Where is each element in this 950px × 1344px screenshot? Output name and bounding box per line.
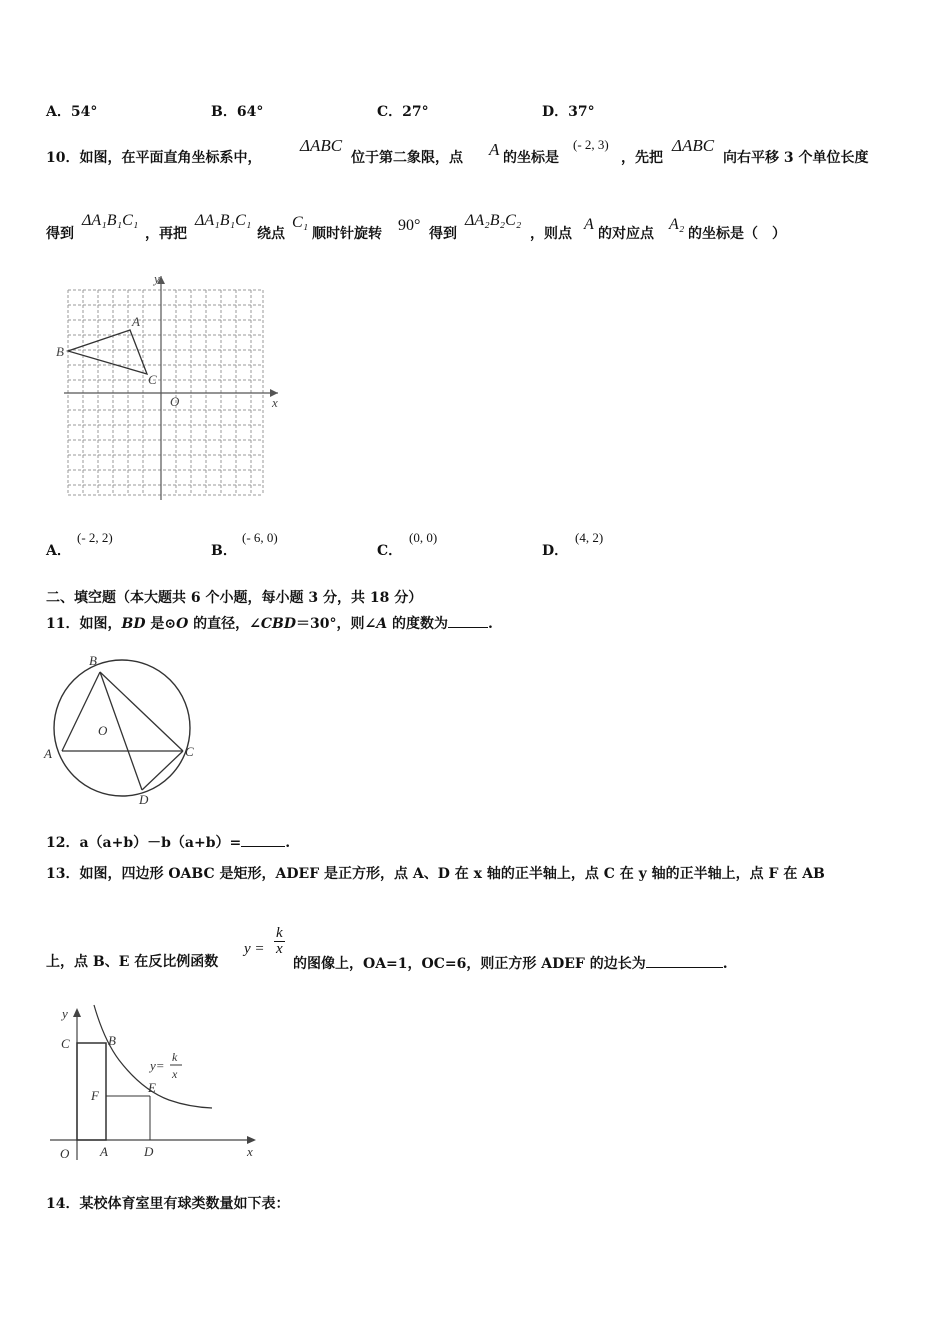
q10-option-b-letter: B． xyxy=(211,543,237,559)
q13-line1: 13．如图，四边形 OABC 是矩形，ADEF 是正方形，点 A、D 在 x 轴的正半轴上，点 C 在 y 轴的正半轴上，点 F 在 AB xyxy=(46,866,825,882)
q11-question: 11．如图，BD 是⊙O 的直径，∠CBD＝30°，则∠A 的度数为 . xyxy=(46,616,493,632)
q13-y-arrow-icon xyxy=(73,1008,81,1017)
q11-circle-figure xyxy=(40,650,205,810)
q13-fig-label-c: C xyxy=(61,1036,70,1051)
q9-option-a: A．54° xyxy=(46,104,98,120)
q10-line1-part1: 10．如图，在平面直角坐标系中， xyxy=(46,150,262,166)
q10-fig-label-o: O xyxy=(170,394,180,409)
q10-fig-label-x: x xyxy=(272,395,278,410)
q13-fraction-k-over-x xyxy=(274,926,285,957)
q10-line2-part5: 得到 xyxy=(429,226,457,242)
q14-question: 14．某校体育室里有球类数量如下表： xyxy=(46,1196,290,1212)
q13-fig-label-y: y xyxy=(62,1006,68,1021)
q10-angle: 90° xyxy=(398,217,421,234)
q13-fig-label-f: F xyxy=(91,1088,99,1103)
q13-fig-curve-y: y= xyxy=(150,1058,165,1073)
q9-option-c: C．27° xyxy=(377,104,429,120)
q13-fig-label-b: B xyxy=(108,1033,116,1048)
q10-option-c-value: (0, 0) xyxy=(409,530,438,545)
q10-fig-label-a: A xyxy=(132,314,140,329)
q11-line-ba xyxy=(62,672,100,751)
q11-answer-blank xyxy=(448,614,488,628)
q10-line2-part1: 得到 xyxy=(46,226,74,242)
q10-triangle-abc-2: ΔABC xyxy=(672,136,715,155)
q10-line1-part5: 向右平移 3 个单位长度 xyxy=(723,150,869,166)
q10-fig-label-y: y xyxy=(154,271,160,286)
q13-function-figure xyxy=(44,1000,264,1165)
q10-option-a-value: (- 2, 2) xyxy=(77,530,113,545)
q10-line2-part8: 的坐标是（ ） xyxy=(688,226,786,242)
q10-triangle-a1b1c1-2: ΔA₁B₁C₁ xyxy=(195,212,252,229)
q13-line2-part1: 上，点 B、E 在反比例函数 xyxy=(46,954,219,970)
q10-line2-part3: 绕点 xyxy=(257,226,285,242)
q13-fig-label-e: E xyxy=(148,1080,156,1095)
q9-option-d: D．37° xyxy=(542,104,595,120)
q10-line1-part3: 的坐标是 xyxy=(503,150,559,166)
q10-point-a-2: A xyxy=(584,216,594,233)
q13-answer-blank xyxy=(646,954,723,968)
q10-line2-part4: 顺时针旋转 xyxy=(312,226,382,242)
q12-question: 12．a（a+b）－b（a+b）= . xyxy=(46,835,291,851)
q11-line-cd xyxy=(142,751,183,790)
q13-fraction-numerator: k xyxy=(276,925,283,941)
q13-fig-label-a: A xyxy=(100,1144,108,1159)
q10-line2-part6: ，则点 xyxy=(530,226,572,242)
q11-fig-label-a: A xyxy=(44,746,52,761)
q10-triangle-abc-shape xyxy=(68,330,147,374)
q13-fig-label-o: O xyxy=(60,1146,70,1161)
q13-fig-label-d: D xyxy=(144,1144,154,1159)
q11-line-bc xyxy=(100,672,183,751)
q13-fig-label-x: x xyxy=(247,1144,253,1159)
q13-x-arrow-icon xyxy=(247,1136,256,1144)
q10-line1-part2: 位于第二象限，点 xyxy=(351,150,463,166)
q11-fig-label-o: O xyxy=(98,723,108,738)
q11-fig-label-b: B xyxy=(89,653,97,668)
q12-answer-blank xyxy=(241,833,285,847)
q10-triangle-a2b2c2: ΔA₂B₂C₂ xyxy=(465,212,522,229)
q11-circle-shape xyxy=(54,660,190,796)
q10-point-a: A xyxy=(489,140,500,159)
q10-fig-label-b: B xyxy=(56,344,64,359)
q13-fig-curve-x: x xyxy=(172,1067,178,1081)
q10-option-d-value: (4, 2) xyxy=(575,530,604,545)
q13-function-y: y = xyxy=(244,941,265,957)
q10-point-a2: A₂ xyxy=(669,216,685,233)
q10-option-d-letter: D． xyxy=(542,543,569,559)
q10-line1-part4: ，先把 xyxy=(621,150,663,166)
q10-line2-part7: 的对应点 xyxy=(598,226,654,242)
section2-heading: 二、填空题（本大题共 6 个小题，每小题 3 分，共 18 分） xyxy=(46,590,423,606)
q11-fig-label-c: C xyxy=(185,744,194,759)
q13-fig-curve-k: k xyxy=(172,1050,178,1064)
q10-option-c-letter: C． xyxy=(377,543,403,559)
q9-option-b: B．64° xyxy=(211,104,264,120)
q10-triangle-abc: ΔABC xyxy=(300,136,343,155)
q10-point-c1: C₁ xyxy=(292,214,309,231)
q13-fraction-denominator: x xyxy=(276,941,283,957)
q10-fig-label-c: C xyxy=(148,372,157,387)
q13-line2-part2: 的图像上，OA=1，OC=6，则正方形 ADEF 的边长为 . xyxy=(293,956,728,972)
q10-option-b-value: (- 6, 0) xyxy=(242,530,278,545)
q10-line2-part2: ，再把 xyxy=(145,226,187,242)
q10-triangle-a1b1c1: ΔA₁B₁C₁ xyxy=(82,212,139,229)
q10-option-a-letter: A． xyxy=(46,543,71,559)
q10-coordinate-figure xyxy=(50,268,290,508)
q11-fig-label-d: D xyxy=(139,792,149,807)
q10-coord-a: (- 2, 3) xyxy=(573,137,609,152)
